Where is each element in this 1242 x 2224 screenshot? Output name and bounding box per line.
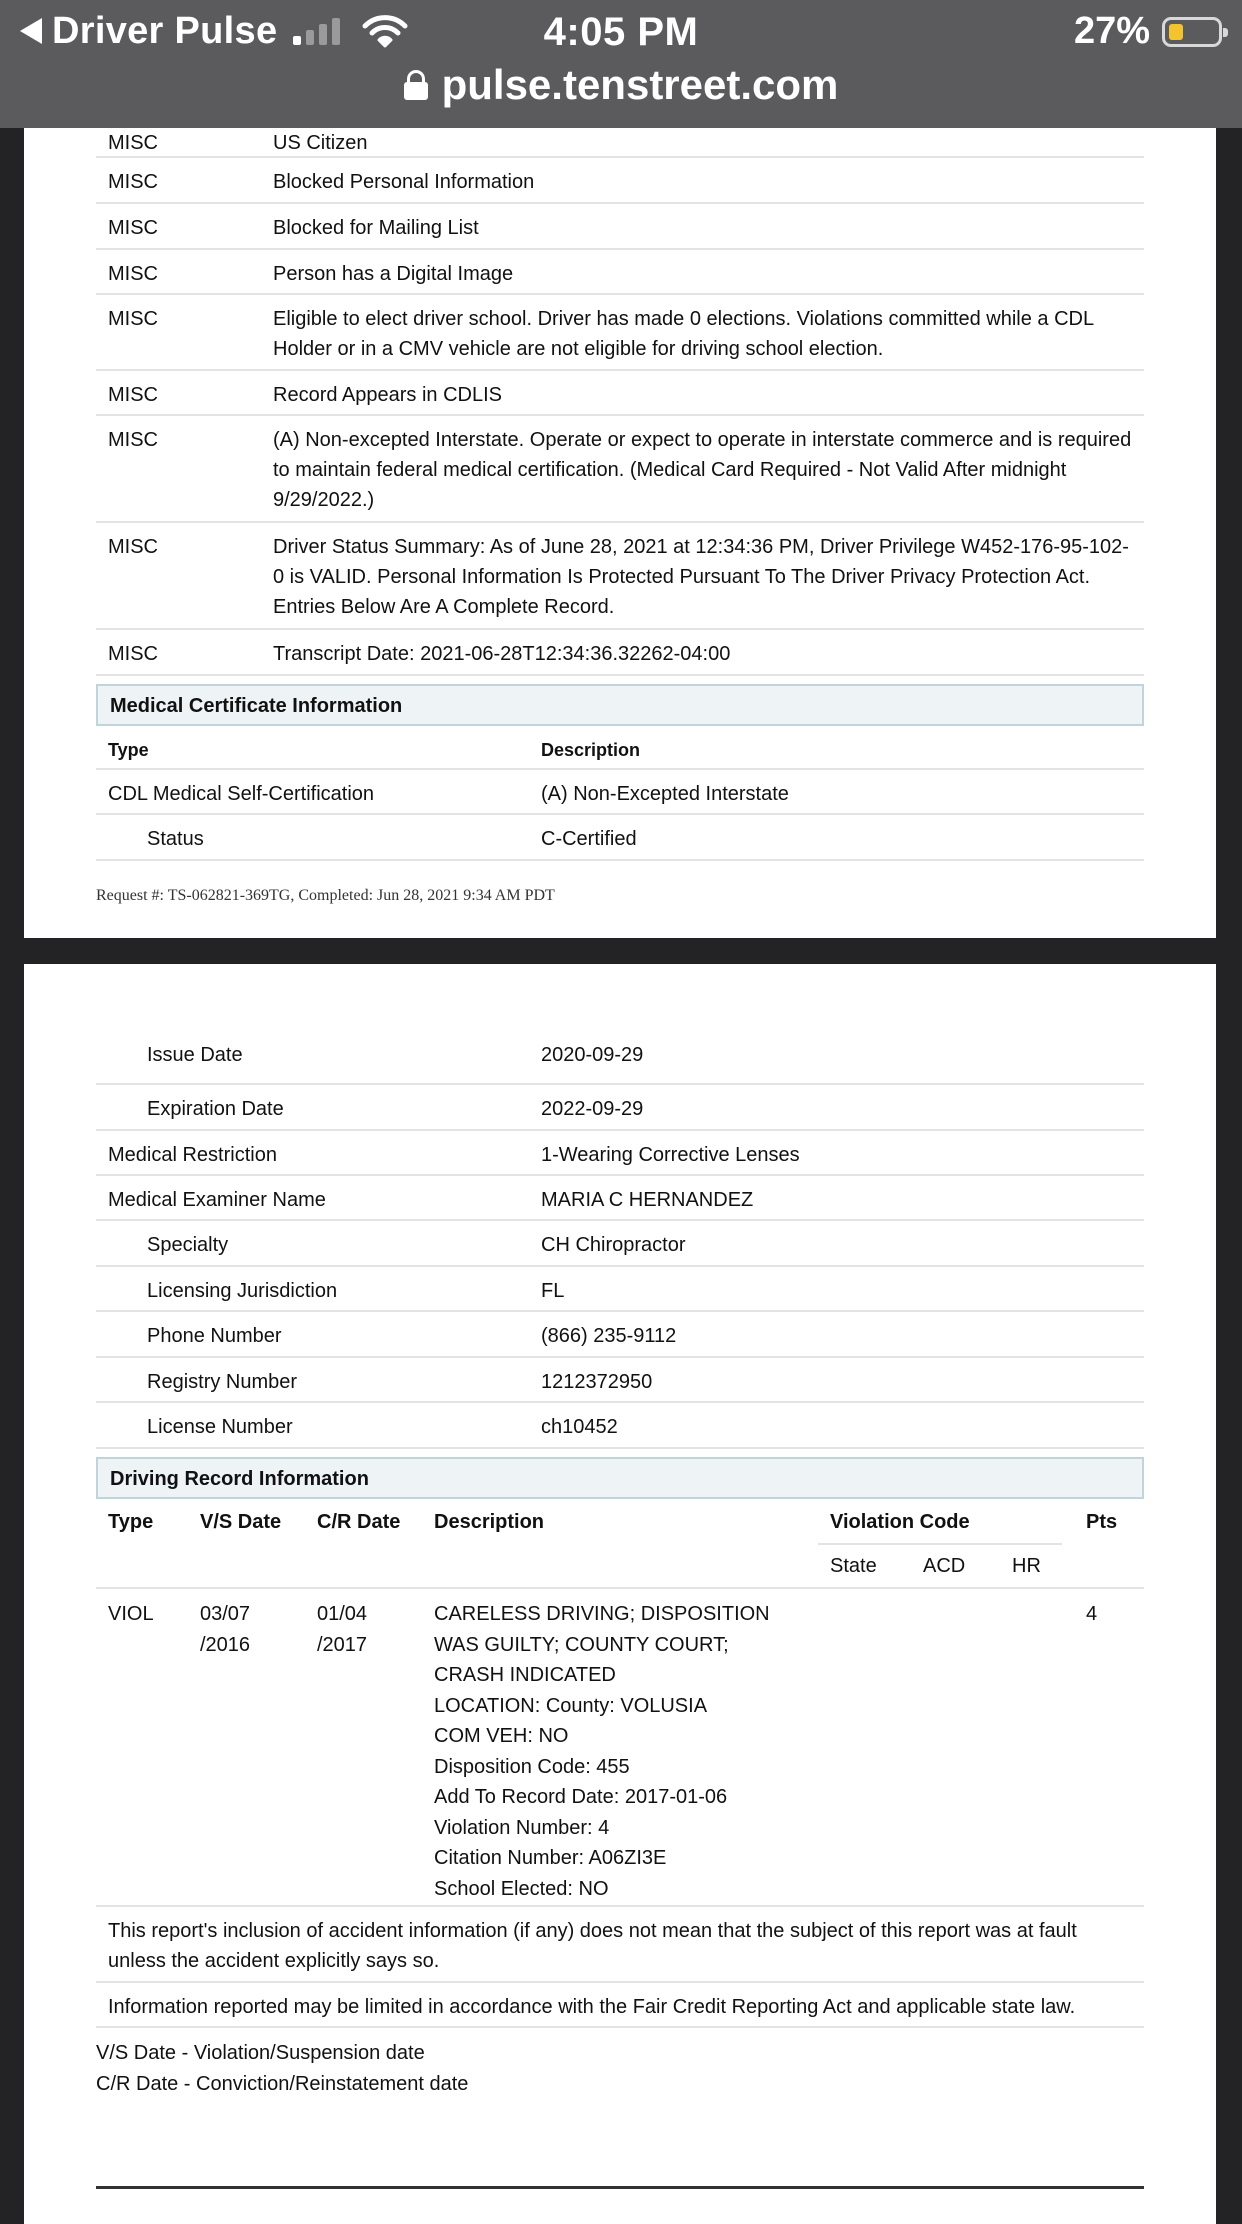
misc-text: Record Appears in CDLIS [273, 384, 503, 406]
medical-detail-row [96, 1085, 1144, 1131]
misc-type: MISC [108, 308, 158, 330]
detail-value: 1212372950 [541, 1371, 653, 1393]
misc-text: Eligible to elect driver school. Driver has made 0 elections. Violations committed while a CDL Holder or in a CMV vehicle are not eligible for driving school election. [273, 308, 1094, 360]
col-description: Description [434, 1511, 545, 1533]
medical-cert-value: C-Certified [541, 828, 637, 850]
detail-value: 2020-09-29 [541, 1044, 644, 1066]
medical-detail-row [96, 1221, 1144, 1267]
violation-type: VIOL [108, 1603, 154, 1625]
description-line: WAS GUILTY; COUNTY COURT; [434, 1633, 729, 1656]
misc-row [96, 416, 1144, 523]
date-legend [96, 2038, 1144, 2100]
detail-value: MARIA C HERNANDEZ [541, 1189, 754, 1211]
description-line: Disposition Code: 455 [434, 1755, 630, 1778]
medical-detail-row [96, 1131, 1144, 1176]
misc-text: Blocked for Mailing List [273, 217, 479, 239]
violation-cr-date [317, 1599, 367, 1660]
misc-type: MISC [108, 132, 158, 154]
vs-date-line-2: /2016 [200, 1633, 251, 1656]
vs-date-line-1: 03/07 [200, 1603, 251, 1625]
detail-value: FL [541, 1280, 565, 1302]
misc-type: MISC [108, 536, 158, 558]
medical-cert-label: Status [147, 828, 204, 850]
detail-label: Expiration Date [147, 1098, 284, 1120]
url-bar[interactable] [0, 60, 1242, 110]
medical-detail-row [96, 1176, 1144, 1221]
description-line: Add To Record Date: 2017-01-06 [434, 1786, 728, 1808]
col-state: State [830, 1555, 877, 1577]
misc-row [96, 204, 1144, 250]
col-acd: ACD [923, 1555, 966, 1577]
col-description-header: Description [541, 740, 641, 760]
battery-icon [1162, 17, 1222, 47]
medical-cert-value: (A) Non-Excepted Interstate [541, 783, 789, 805]
misc-row [96, 295, 1144, 371]
medical-detail-row [96, 1312, 1144, 1358]
misc-text: Blocked Personal Information [273, 171, 535, 193]
driving-record-header: Driving Record Information [96, 1457, 1144, 1499]
misc-table [96, 128, 1144, 905]
misc-row [96, 250, 1144, 295]
medical-cert-row [96, 815, 1144, 861]
cr-date-line-1: 01/04 [317, 1603, 368, 1625]
legend-vs-date: V/S Date - Violation/Suspension date [96, 2042, 425, 2064]
detail-label: Medical Examiner Name [108, 1189, 326, 1211]
violation-code-divider [818, 1543, 1062, 1545]
detail-value: 1-Wearing Corrective Lenses [541, 1144, 800, 1166]
misc-row [96, 158, 1144, 204]
request-note: Request #: TS-062821-369TG, Completed: Jun 28, 2021 9:34 AM PDT [96, 887, 555, 904]
col-hr: HR [1012, 1555, 1041, 1577]
detail-label: Medical Restriction [108, 1144, 277, 1166]
misc-text: Person has a Digital Image [273, 263, 514, 285]
url-text: pulse.tenstreet.com [441, 61, 839, 108]
back-app-label: Driver Pulse [52, 9, 278, 52]
misc-type: MISC [108, 643, 158, 665]
medical-detail-row [96, 1267, 1144, 1312]
driving-record-column-headers [96, 1499, 1144, 1589]
description-line: CARELESS DRIVING; DISPOSITION [434, 1603, 770, 1625]
detail-value: ch10452 [541, 1416, 618, 1438]
detail-label: Registry Number [147, 1371, 298, 1393]
fcra-disclaimer: Information reported may be limited in accordance with the Fair Credit Reporting Act and applicable state law. [96, 1983, 1144, 2028]
legend-cr-date: C/R Date - Conviction/Reinstatement date [96, 2073, 469, 2095]
medical-certificate-header: Medical Certificate Information [96, 684, 1144, 726]
medical-detail-row [96, 1358, 1144, 1403]
violation-vs-date [200, 1599, 250, 1660]
description-line: LOCATION: County: VOLUSIA [434, 1694, 708, 1717]
description-line: CRASH INDICATED [434, 1664, 616, 1686]
detail-label: Licensing Jurisdiction [147, 1280, 338, 1302]
detail-label: License Number [147, 1416, 293, 1438]
misc-row [96, 128, 1144, 158]
report-page-2 [24, 964, 1216, 2224]
battery-indicator [1074, 10, 1222, 53]
col-vs-date: V/S Date [200, 1511, 282, 1533]
description-line: Citation Number: A06ZI3E [434, 1847, 667, 1869]
misc-text: Driver Status Summary: As of June 28, 2021 at 12:34:36 PM, Driver Privilege W452-176-95-102-0 is VALID. Personal Information Is Protected Pursuant To The Driver Privacy Protection Act. Entries Below Are A Complete Record. [273, 536, 1129, 618]
misc-row [96, 630, 1144, 676]
browser-status-bar [0, 0, 1242, 128]
accident-disclaimer: This report's inclusion of accident information (if any) does not mean that the subject of this report was at fault unless the accident explicitly says so. [96, 1907, 1144, 1983]
cr-date-line-2: /2017 [317, 1633, 368, 1656]
description-line: School Elected: NO [434, 1877, 609, 1900]
misc-type: MISC [108, 263, 158, 285]
report-page-1 [24, 128, 1216, 938]
col-cr-date: C/R Date [317, 1511, 401, 1533]
detail-value: 2022-09-29 [541, 1098, 644, 1120]
detail-value: (866) 235-9112 [541, 1325, 677, 1347]
col-type-header: Type [108, 740, 149, 760]
medical-cert-label: CDL Medical Self-Certification [108, 783, 375, 805]
col-violation-code: Violation Code [830, 1511, 970, 1533]
misc-text: Transcript Date: 2021-06-28T12:34:36.32262-04:00 [273, 643, 731, 665]
description-line: Violation Number: 4 [434, 1816, 610, 1839]
medical-details-table [96, 1040, 1144, 2100]
detail-label: Phone Number [147, 1325, 282, 1347]
detail-label: Issue Date [147, 1044, 243, 1066]
violation-description [434, 1599, 814, 1904]
detail-value: CH Chiropractor [541, 1234, 686, 1256]
misc-row [96, 371, 1144, 416]
col-type: Type [108, 1511, 154, 1533]
medical-cert-column-headers [96, 726, 1144, 770]
misc-row [96, 523, 1144, 630]
violation-points: 4 [1086, 1603, 1098, 1625]
section-divider [96, 2186, 1144, 2189]
clock: 4:05 PM [543, 10, 699, 54]
description-line: COM VEH: NO [434, 1725, 569, 1747]
lock-icon [404, 70, 428, 100]
misc-text: (A) Non-excepted Interstate. Operate or expect to operate in interstate commerce and is required to maintain federal medical certification. (Medical Card Required - Not Valid After midnight 9/29/2022.) [273, 429, 1132, 511]
medical-cert-row [96, 770, 1144, 815]
medical-detail-row [96, 1040, 1144, 1085]
col-pts: Pts [1086, 1511, 1118, 1533]
medical-detail-row [96, 1403, 1144, 1449]
violation-row [96, 1589, 1144, 1907]
detail-label: Specialty [147, 1234, 229, 1256]
misc-type: MISC [108, 384, 158, 406]
misc-type: MISC [108, 217, 158, 239]
misc-text: US Citizen [273, 132, 368, 154]
misc-type: MISC [108, 429, 158, 451]
misc-type: MISC [108, 171, 158, 193]
battery-percent: 27% [1073, 10, 1150, 52]
